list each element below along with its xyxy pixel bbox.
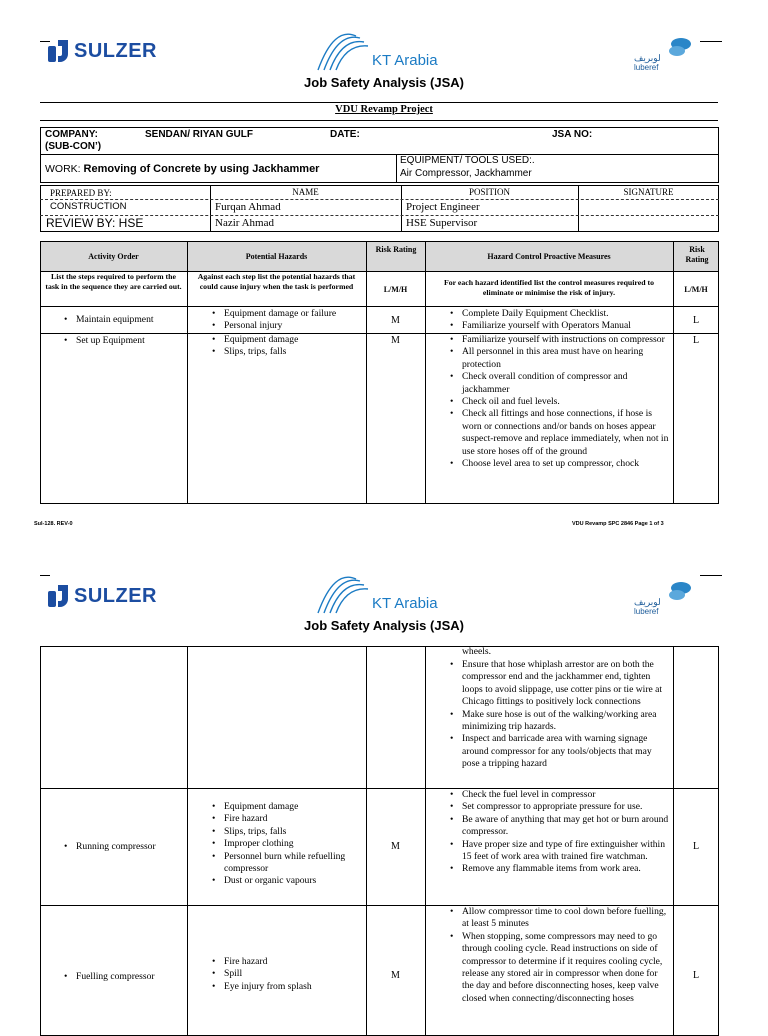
sulzer-mark-icon: [46, 583, 72, 609]
table-rule-subheader: [40, 306, 719, 307]
list-item: • Equipment damage or failure: [210, 308, 366, 320]
list-item: • Eye injury from splash: [210, 981, 366, 993]
header-rule-right: [700, 41, 722, 42]
table-col-3: [425, 241, 426, 504]
cont-wheels: wheels.: [462, 646, 492, 657]
list-item: • All personnel in this area must have on hearing protection: [448, 346, 670, 371]
sulzer-logo: [46, 36, 161, 66]
header-control: Hazard Control Proactive Measures: [487, 252, 611, 261]
header-rule-left-2: [40, 575, 50, 576]
kt-arabia-logo: [316, 30, 456, 74]
list-item: • Check all fittings and hose connections, if hose is worn or connections and/or bands on hoses appear suspect-remove and replace immediately, when not in use store hoses off of the ground: [448, 408, 670, 458]
kt-arabia-logo-2: [316, 573, 456, 617]
list-item: • Personal injury: [210, 320, 366, 332]
prepared-value: CONSTRUCTION: [50, 201, 127, 212]
row2-hazards: [210, 334, 366, 359]
sulzer-logo-text: SULZER: [74, 40, 157, 62]
project-rule-top: [40, 102, 718, 103]
list-item: • Set up Equipment: [62, 335, 187, 347]
header-risk: Risk Rating: [375, 245, 417, 254]
work-label: WORK:: [45, 163, 81, 175]
date-label: DATE:: [330, 129, 360, 140]
list-item: • Equipment damage: [210, 801, 366, 813]
row2-risk: M: [391, 335, 400, 346]
row1-controls: [448, 308, 670, 333]
sulzer-logo-2: [46, 581, 161, 611]
list-item: • Choose level area to set up compressor, chock: [448, 458, 670, 470]
page-title: Job Safety Analysis (JSA): [304, 75, 464, 90]
row2-risk-2: L: [692, 335, 700, 346]
fuelling-controls: [448, 906, 670, 1005]
luberef-arabic-text: لوبريف: [634, 597, 661, 607]
table-col-2: [366, 241, 367, 504]
work-field: [45, 163, 319, 175]
kt-arch-icon: [316, 30, 372, 72]
luberef-text: luberef: [634, 63, 659, 72]
name-column-header: NAME: [292, 187, 319, 197]
row2-activity: [62, 335, 187, 347]
list-item: • Check the fuel level in compressor: [448, 789, 670, 801]
row1-hazards: [210, 308, 366, 333]
list-item: • Improper clothing: [210, 838, 366, 850]
luberef-text: luberef: [634, 607, 659, 616]
equipment-value: Air Compressor, Jackhammer: [400, 168, 532, 179]
review-label: REVIEW BY: HSE: [46, 216, 144, 230]
list-item: • Dust or organic vapours: [210, 875, 366, 887]
running-hazards: [210, 801, 366, 888]
subheader-control: For each hazard identified list the control measures required to eliminate or minimise the risk of injury.: [444, 278, 654, 297]
row1-risk: M: [391, 315, 400, 326]
list-item: • Check overall condition of compressor and jackhammer: [448, 371, 670, 396]
fuelling-risk-2: L: [692, 970, 700, 981]
list-item: • Check oil and fuel levels.: [448, 396, 670, 408]
list-item: • Ensure that hose whiplash arrestor are on both the compressor end and the jackhammer end, tighten loops to avoid slippage, use cotter pins or tie wire at Chicago fittings to positively lock connections: [448, 659, 670, 709]
list-item: • Have proper size and type of fire extinguisher within 15 feet of work area with trained fire watchman.: [448, 839, 670, 864]
sulzer-logo-text: SULZER: [74, 585, 157, 607]
list-item: • Inspect and barricade area with warning signage around compressor for any tools/objects that may pose a tripping hazard: [448, 733, 670, 770]
list-item: • Spill: [210, 968, 366, 980]
luberef-mark-icon: [668, 580, 694, 602]
fuelling-hazards: [210, 956, 366, 993]
list-item: • Maintain equipment: [62, 314, 187, 326]
page-title-2: Job Safety Analysis (JSA): [304, 618, 464, 633]
list-item: • Allow compressor time to cool down before fuelling, at least 5 minutes: [448, 906, 670, 931]
review-position: HSE Supervisor: [406, 217, 478, 229]
footer-right: VDU Revamp SPC 2846 Page 1 of 3: [572, 521, 664, 527]
project-name: VDU Revamp Project: [335, 104, 433, 115]
company-label: COMPANY:: [45, 129, 98, 140]
jsa-number-label: JSA NO:: [552, 129, 593, 140]
row1-activity: [62, 314, 187, 326]
footer-left: Sul-128. REV-0: [34, 521, 73, 527]
header-hazards: Potential Hazards: [245, 252, 308, 261]
table-col-1: [187, 241, 188, 504]
running-risk: M: [391, 841, 400, 852]
fuelling-risk: M: [391, 970, 400, 981]
work-divider: [396, 154, 397, 183]
company-sub-label: (SUB-CON’): [45, 141, 102, 152]
luberef-logo-2: [632, 580, 702, 620]
list-item: • When stopping, some compressors may need to go through cooling cycle. Read instructions on side of compressor to determine if it requires cooling cycle, release any stored air in compressor when done for the day and before disconnecting hoses, keep valve closed when connecting/disconnecting hoses: [448, 931, 670, 1005]
kt-arabia-text: KT Arabia: [372, 52, 438, 69]
list-item: • Running compressor: [62, 841, 187, 853]
running-risk-2: L: [692, 841, 700, 852]
company-divider: [40, 154, 719, 155]
review-name: Nazir Ahmad: [215, 217, 274, 229]
subheader-hazards: Against each step list the potential hazards that could cause injury when the task is performed: [197, 272, 356, 291]
table2-col-1: [187, 646, 188, 1036]
work-value: Removing of Concrete by using Jackhammer: [83, 163, 320, 175]
list-item: • Fuelling compressor: [62, 971, 187, 983]
subheader-risk: L/M/H: [383, 285, 408, 294]
list-item: • Slips, trips, falls: [210, 826, 366, 838]
list-item: • Set compressor to appropriate pressure for use.: [448, 801, 670, 813]
company-value: SENDAN/ RIYAN GULF: [145, 129, 253, 140]
signature-column-header: SIGNATURE: [623, 187, 674, 197]
row1-risk-2: L: [692, 315, 700, 326]
prepared-label: PREPARED BY:: [50, 188, 112, 198]
cont-controls: [448, 659, 670, 771]
luberef-logo: [632, 36, 702, 76]
kt-arabia-text: KT Arabia: [372, 595, 438, 612]
kt-arch-icon: [316, 573, 372, 615]
subheader-activity: List the steps required to perform the task in the sequence they are carried out.: [45, 272, 182, 291]
list-item: • Personnel burn while refuelling compressor: [210, 851, 366, 876]
list-item: • Familiarize yourself with Operators Manual: [448, 320, 670, 332]
running-controls: [448, 789, 670, 876]
row2-controls: [448, 334, 670, 470]
running-activity: [62, 841, 187, 853]
fuelling-activity: [62, 971, 187, 983]
luberef-mark-icon: [668, 36, 694, 58]
list-item: • Equipment damage: [210, 334, 366, 346]
sulzer-mark-icon: [46, 38, 72, 64]
list-item: • Familiarize yourself with instructions on compressor: [448, 334, 670, 346]
list-item: • Be aware of anything that may get hot or burn around compressor.: [448, 814, 670, 839]
equipment-label: EQUIPMENT/ TOOLS USED:.: [400, 155, 535, 166]
list-item: • Fire hazard: [210, 813, 366, 825]
list-item: • Fire hazard: [210, 956, 366, 968]
prepared-position: Project Engineer: [406, 201, 480, 213]
list-item: • Slips, trips, falls: [210, 346, 366, 358]
position-column-header: POSITION: [468, 187, 510, 197]
luberef-arabic-text: لوبريف: [634, 53, 661, 63]
prepared-name: Furqan Ahmad: [215, 201, 281, 213]
list-item: • Make sure hose is out of the walking/working area minimizing trip hazards.: [448, 709, 670, 734]
list-item: • Remove any flammable items from work area.: [448, 863, 670, 875]
header-activity: Activity Order: [88, 252, 139, 261]
list-item: • Complete Daily Equipment Checklist.: [448, 308, 670, 320]
prepared-dash-1: [40, 199, 719, 200]
table2-col-3: [425, 646, 426, 1036]
header-risk-2: Risk Rating: [685, 245, 709, 264]
header-rule-right-2: [700, 575, 722, 576]
table-col-4: [673, 241, 674, 504]
project-rule-bottom: [40, 120, 718, 121]
subheader-risk-2: L/M/H: [684, 285, 708, 294]
